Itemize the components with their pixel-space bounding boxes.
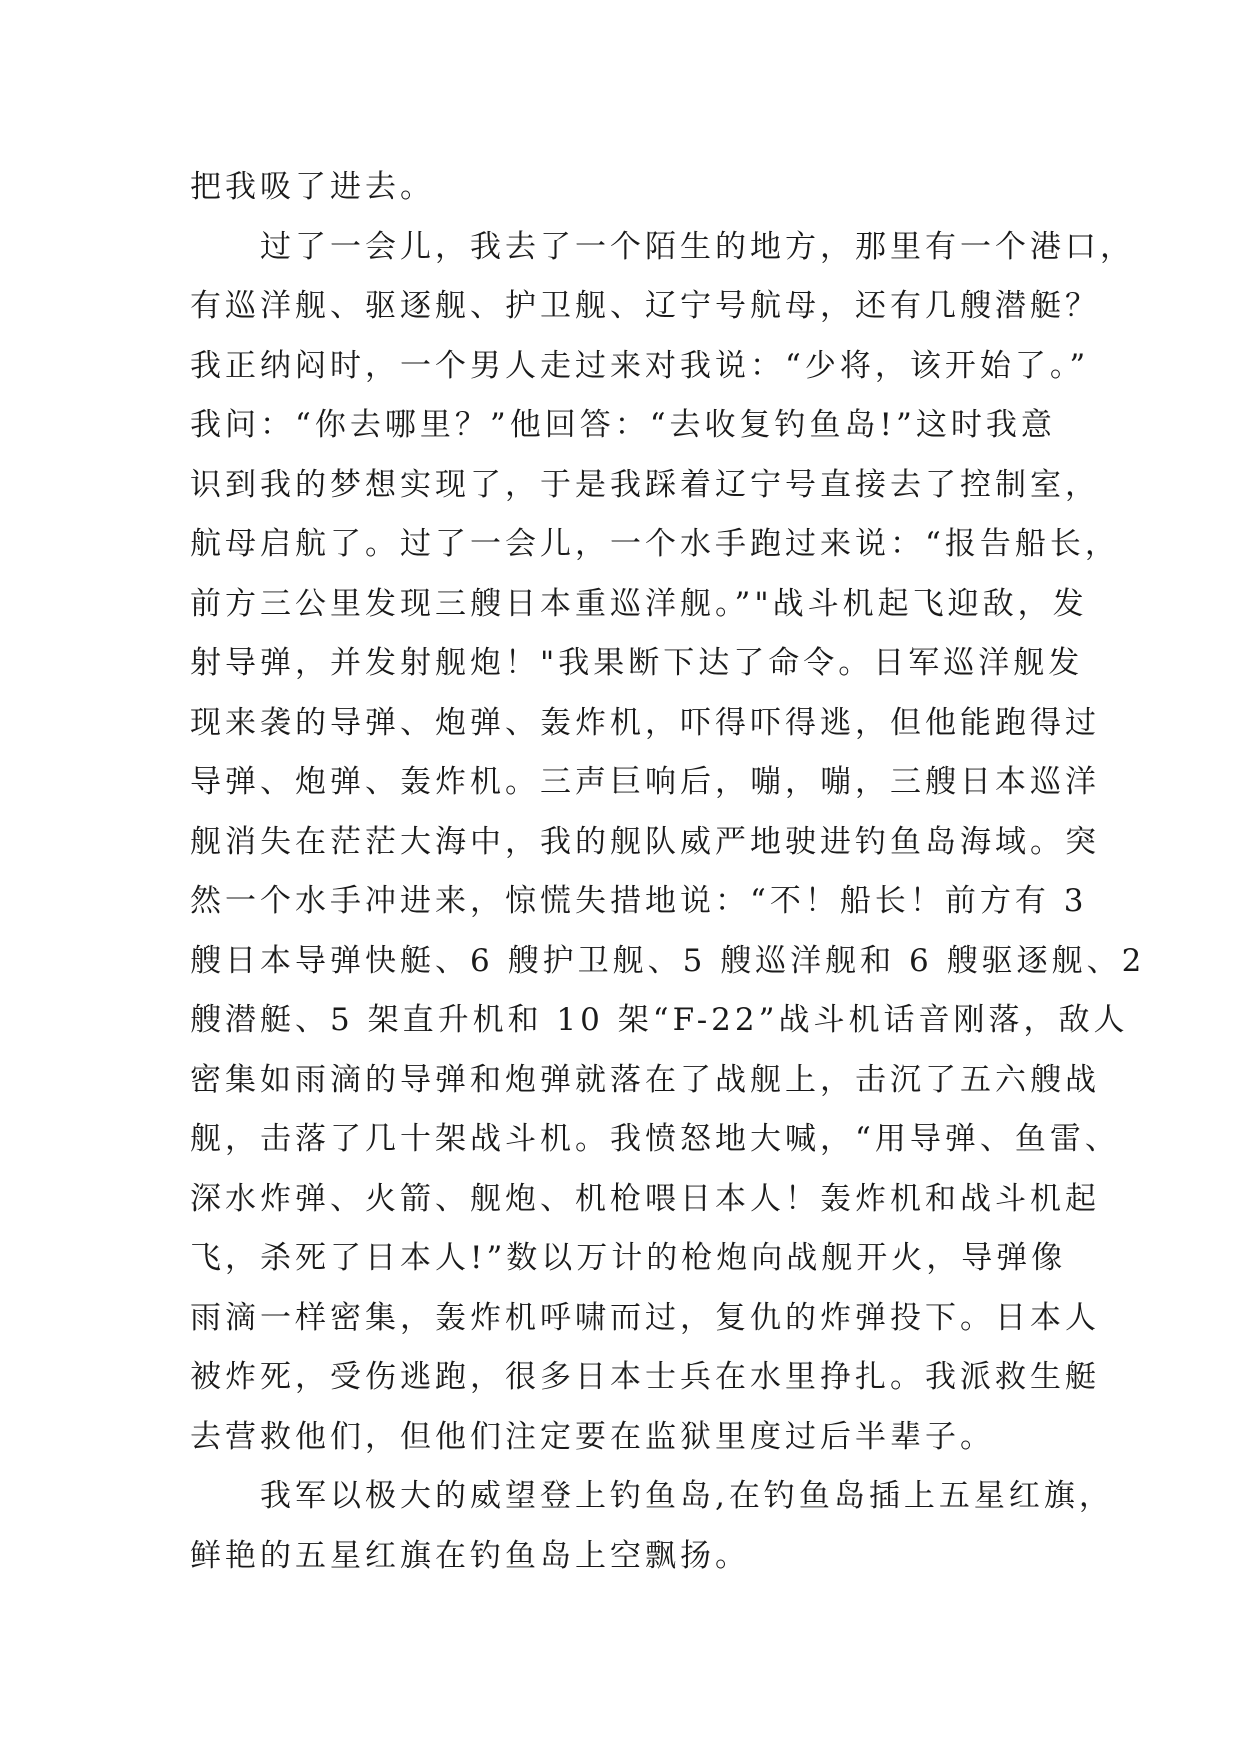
text-line: 识到我的梦想实现了，于是我踩着辽宁号直接去了控制室，	[190, 466, 1100, 503]
text-line: 我问：“你去哪里？”他回答：“去收复钓鱼岛!”这时我意	[190, 407, 1056, 443]
text-line: 前方三公里发现三艘日本重巡洋舰。”"战斗机起飞迎敌，发	[190, 585, 1088, 622]
text-line: 被炸死，受伤逃跑，很多日本士兵在水里挣扎。我派救生艇	[190, 1359, 1100, 1395]
body-text	[190, 158, 1146, 1586]
text-line: 我军以极大的威望登上钓鱼岛,在钓鱼岛插上五星红旗，	[190, 1478, 1114, 1514]
text-line: 把我吸了进去。	[190, 169, 435, 205]
text-line: 艘潜艇、5 架直升机和 10 架“F-22”战斗机话音刚落，敌人	[190, 1002, 1129, 1038]
text-line: 现来袭的导弹、炮弹、轰炸机，吓得吓得逃，但他能跑得过	[190, 704, 1100, 741]
text-line: 舰消失在茫茫大海中，我的舰队威严地驶进钓鱼岛海域。突	[190, 823, 1100, 860]
text-line: 去营救他们，但他们注定要在监狱里度过后半辈子。	[190, 1418, 995, 1455]
text-line: 导弹、炮弹、轰炸机。三声巨响后，嘣，嘣，三艘日本巡洋	[190, 764, 1100, 800]
text-line: 鲜艳的五星红旗在钓鱼岛上空飘扬。	[190, 1537, 750, 1574]
text-line: 雨滴一样密集，轰炸机呼啸而过，复仇的炸弹投下。日本人	[190, 1299, 1100, 1336]
text-line: 密集如雨滴的导弹和炮弹就落在了战舰上，击沉了五六艘战	[190, 1061, 1100, 1098]
text-line: 航母启航了。过了一会儿，一个水手跑过来说：“报告船长，	[190, 526, 1120, 562]
text-line: 艘日本导弹快艇、6 艘护卫舰、5 艘巡洋舰和 6 艘驱逐舰、2	[190, 942, 1146, 979]
text-line: 有巡洋舰、驱逐舰、护卫舰、辽宁号航母，还有几艘潜艇？	[190, 288, 1100, 324]
text-line: 深水炸弹、火箭、舰炮、机枪喂日本人！轰炸机和战斗机起	[190, 1180, 1100, 1217]
text-line: 飞，杀死了日本人!”数以万计的枪炮向战舰开火，导弹像	[190, 1240, 1067, 1276]
text-line: 我正纳闷时，一个男人走过来对我说：“少将，该开始了。”	[190, 347, 1090, 384]
text-line: 射导弹，并发射舰炮！"我果断下达了命令。日军巡洋舰发	[190, 645, 1084, 681]
text-line: 然一个水手冲进来，惊慌失措地说：“不！船长！前方有 3	[190, 883, 1088, 919]
text-line: 舰，击落了几十架战斗机。我愤怒地大喊，“用导弹、鱼雷、	[190, 1121, 1120, 1157]
text-line: 过了一会儿，我去了一个陌生的地方，那里有一个港口，	[190, 228, 1135, 265]
